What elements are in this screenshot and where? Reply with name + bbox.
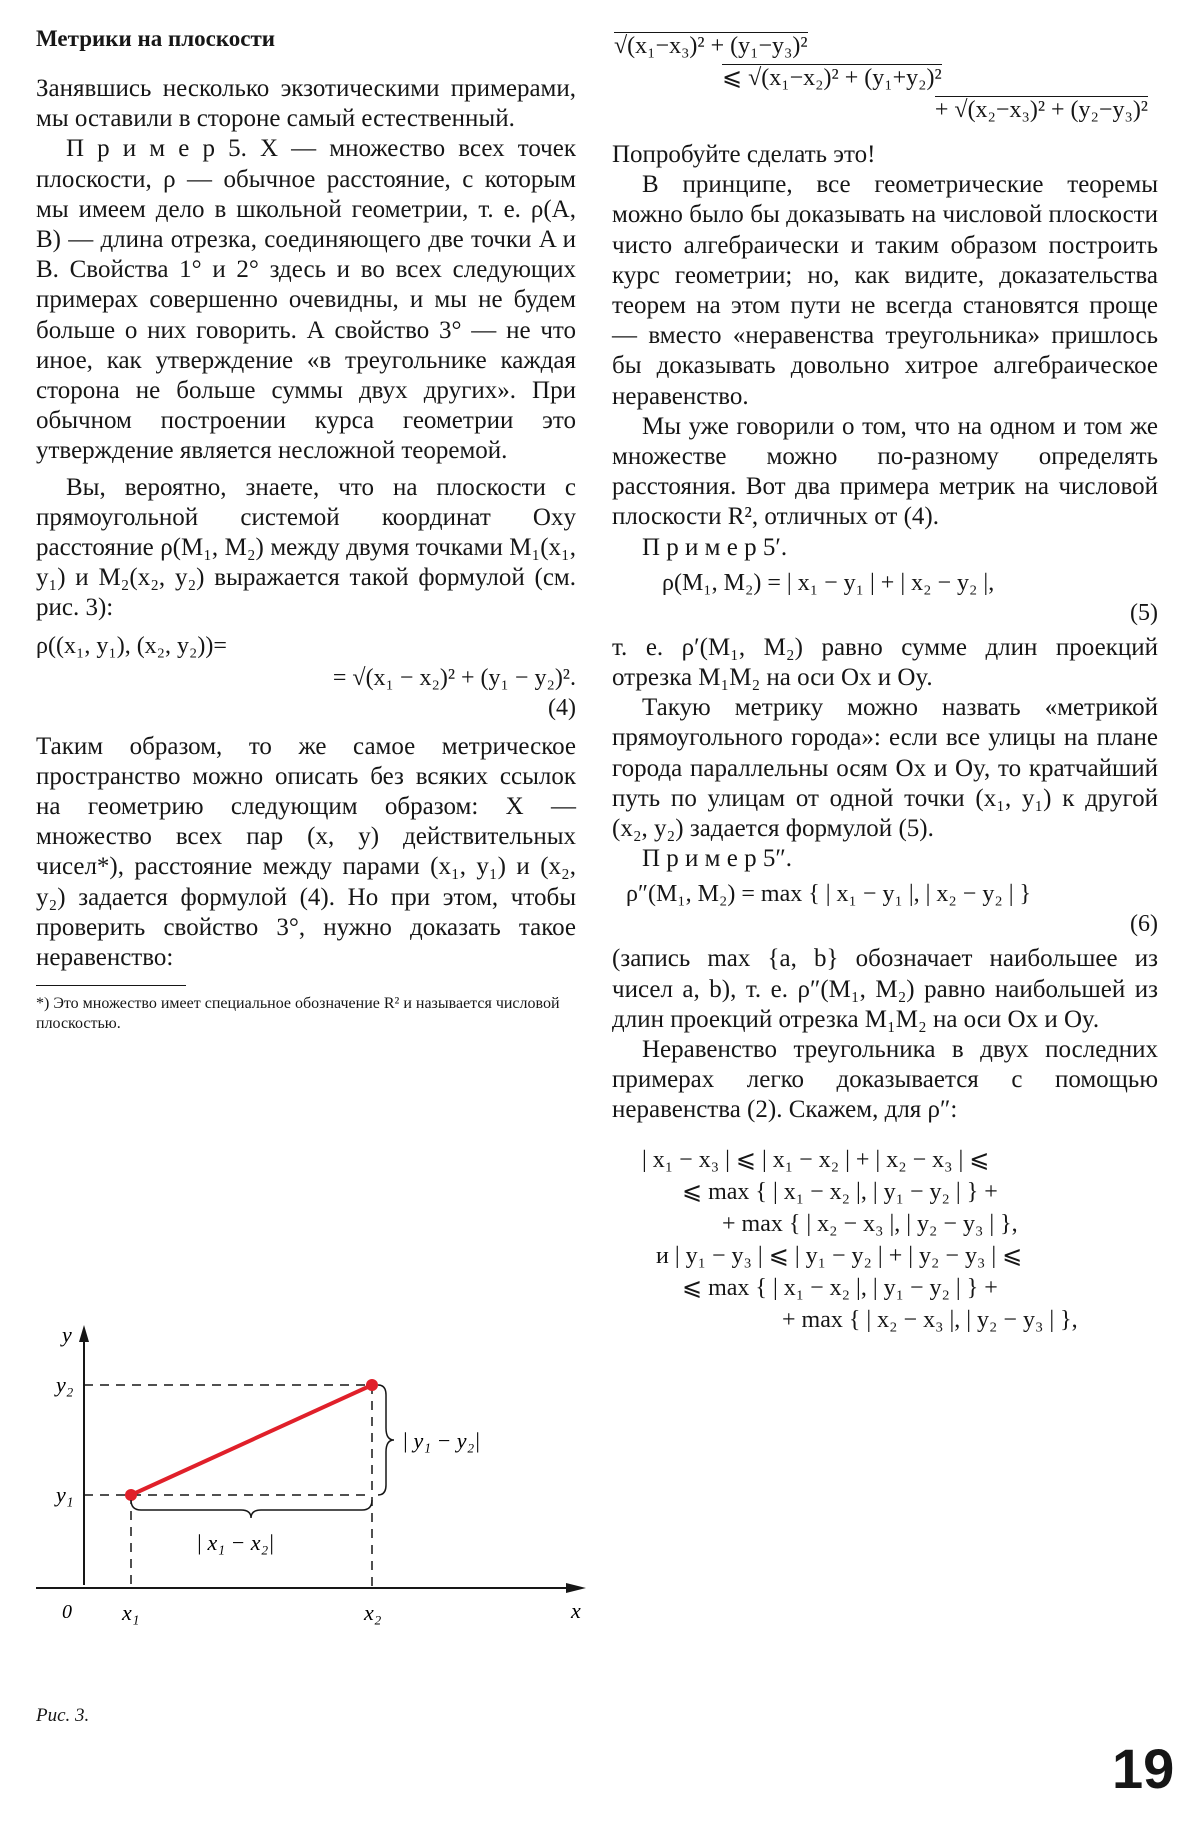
paragraph-triangle-inequality: Неравенство треугольника в двух последних примерах легко доказывается с помощью неравенства (2). Скажем, для ρ″: <box>612 1036 1158 1124</box>
chain-line-1: | x₁ − x₃ | ⩽ | x₁ − x₂ | + | x₂ − x₃ | ⩽ <box>642 1146 990 1173</box>
brace-vertical <box>378 1385 394 1495</box>
inequality-line-3-text: + √(x₂−x₃)² + (y₂−y₃)² <box>934 97 1148 123</box>
heading-example-5-double-prime: П р и м е р 5″. <box>642 845 793 873</box>
left-text-block <box>36 74 576 1034</box>
chain-line-6: + max { | x₂ − x₃ |, | y₂ − y₃ | }, <box>782 1306 1078 1333</box>
chain-line-5: ⩽ max { | x₁ − x₂ |, | y₁ − y₂ | } + <box>682 1274 998 1301</box>
paragraph-max-notation: (запись max {a, b} обозначает наибольшее из чисел a, b), т. е. ρ″(M₁, M₂) равно наибольшей из длин проекций отрезка M₁M₂ на оси Ox и Oy. <box>612 945 1158 1033</box>
paragraph-projection-sum: т. е. ρ′(M₁, M₂) равно сумме длин проекций отрезка M₁M₂ на оси Ox и Oy. <box>612 633 1158 692</box>
paragraph-try: Попробуйте сделать это! <box>612 141 876 168</box>
heading-example-5-prime: П р и м е р 5′. <box>642 533 788 561</box>
label-axis-y: y <box>62 1322 72 1347</box>
footnote: *) Это множество имеет специальное обозначение R² и называется числовой плоскостью. <box>36 995 560 1033</box>
equation-5: ρ(M₁, M₂) = | x₁ − y₁ | + | x₂ − y₂ |, <box>662 569 995 596</box>
equation-4-rhs: = √(x₁ − x₂)² + (y₁ − y₂)². <box>332 664 576 691</box>
chain-line-2: ⩽ max { | x₁ − x₂ |, | y₁ − y₂ | } + <box>682 1178 998 1205</box>
inequality-line-1 <box>612 30 1158 62</box>
label-y1: y₁ <box>56 1482 74 1507</box>
label-x2: x₂ <box>364 1600 382 1625</box>
paragraph-two-metrics: Мы уже говорили о том, что на одном и том же множестве можно по-разному определять расстояния. Вот два примера метрик на числовой плоскости R², отличных от (4). <box>612 412 1158 531</box>
equation-4-number: (4) <box>548 694 576 721</box>
brace-horizontal <box>131 1500 372 1518</box>
paragraph-principle: В принципе, все геометрические теоремы можно было бы доказывать на числовой плоскости чисто алгебраически и таким образом построить курс геометрии; но, как видите, доказательства теорем на этом пути не всегда становятся проще — вместо «неравенства треугольника» пришлось бы доказывать довольно хитрое алгебраическое неравенство. <box>612 171 1158 410</box>
page-number: 19 <box>1112 1737 1175 1800</box>
chain-line-3: + max { | x₂ − x₃ |, | y₂ − y₃ | }, <box>722 1210 1018 1237</box>
section-title: Метрики на плоскости <box>36 26 276 51</box>
paragraph-example-5: П р и м е р 5. X — множество всех точек плоскости, ρ — обычное расстояние, с которым мы имеем дело в школьной геометрии, т. е. ρ(A, B) — длина отрезка, соединяющего две точки A и B. Свойства 1° и 2° здесь и во всех следующих примерах совершенно очевидны, и мы не будем больше о них говорить. А свойство 3° — не что иное, как утверждение «в треугольнике каждая сторона не больше суммы двух других». При обычном построении курса геометрии это утверждение является несложной теоремой. <box>36 135 576 465</box>
paragraph-metric-space: Таким образом, то же самое метрическое пространство можно описать без всяких ссылок на геометрию следующим образом: X — множество всех пар (x, y) действительных чисел*), расстояние между парами (x₁, y₁) и (x₂, y₂) задается формулой (4). Но при этом, чтобы проверить свойство 3°, нужно доказать такое неравенство: <box>36 732 576 972</box>
equation-5-number: (5) <box>1130 599 1158 626</box>
inequality-line-2 <box>612 62 1158 94</box>
label-x1: x₁ <box>122 1600 140 1625</box>
paragraph-intro: Занявшись несколько экзотическими примерами, мы оставили в стороне самый естественный. <box>36 75 576 133</box>
figure-caption: Рис. 3. <box>36 1705 90 1726</box>
equation-4-lhs: ρ((x₁, y₁), (x₂, y₂))= <box>36 632 227 659</box>
label-origin: 0 <box>62 1601 72 1623</box>
y-axis-arrow <box>79 1325 89 1342</box>
label-dx: | x₁ − x₂| <box>196 1530 275 1555</box>
right-text-block <box>612 30 1158 1336</box>
label-y2: y₂ <box>56 1372 74 1397</box>
inequality-line-3 <box>612 94 1158 126</box>
inequality-line-1-text: √(x₁−x₃)² + (y₁−y₃)² <box>614 33 808 59</box>
segment-m1-m2 <box>131 1385 372 1495</box>
label-dy: | y₁ − y₂| <box>402 1428 481 1453</box>
inequality-line-2-text: ⩽ √(x₁−x₂)² + (y₁+y₂)² <box>722 65 942 91</box>
figure-3 <box>36 1320 596 1650</box>
label-axis-x: x <box>571 1598 581 1623</box>
inequality-chain <box>612 1144 1158 1336</box>
equation-6-number: (6) <box>1130 911 1158 938</box>
footnote-rule <box>36 985 186 986</box>
x-axis-arrow <box>566 1583 586 1593</box>
equation-6: ρ″(M₁, M₂) = max { | x₁ − y₁ |, | x₂ − y₂ | } <box>626 881 1032 908</box>
chain-line-4: и | y₁ − y₃ | ⩽ | y₁ − y₂ | + | y₂ − y₃ | ⩽ <box>656 1242 1023 1269</box>
paragraph-coordinates: Вы, вероятно, знаете, что на плоскости с прямоугольной системой координат Oxy расстояние ρ(M₁, M₂) между двумя точками M₁(x₁, y₁) и M₂(x₂, y₂) выражается такой формулой (см. рис. 3): <box>36 473 576 622</box>
paragraph-rectangular-city: Такую метрику можно назвать «метрикой прямоугольного города»: если все улицы на плане города параллельны осям Ox и Oy, то кратчайший путь по улицам от одной точки (x₁, y₁) к другой (x₂, y₂) задается формулой (5). <box>612 694 1158 843</box>
point-m2 <box>366 1379 378 1391</box>
point-m1 <box>125 1489 137 1501</box>
